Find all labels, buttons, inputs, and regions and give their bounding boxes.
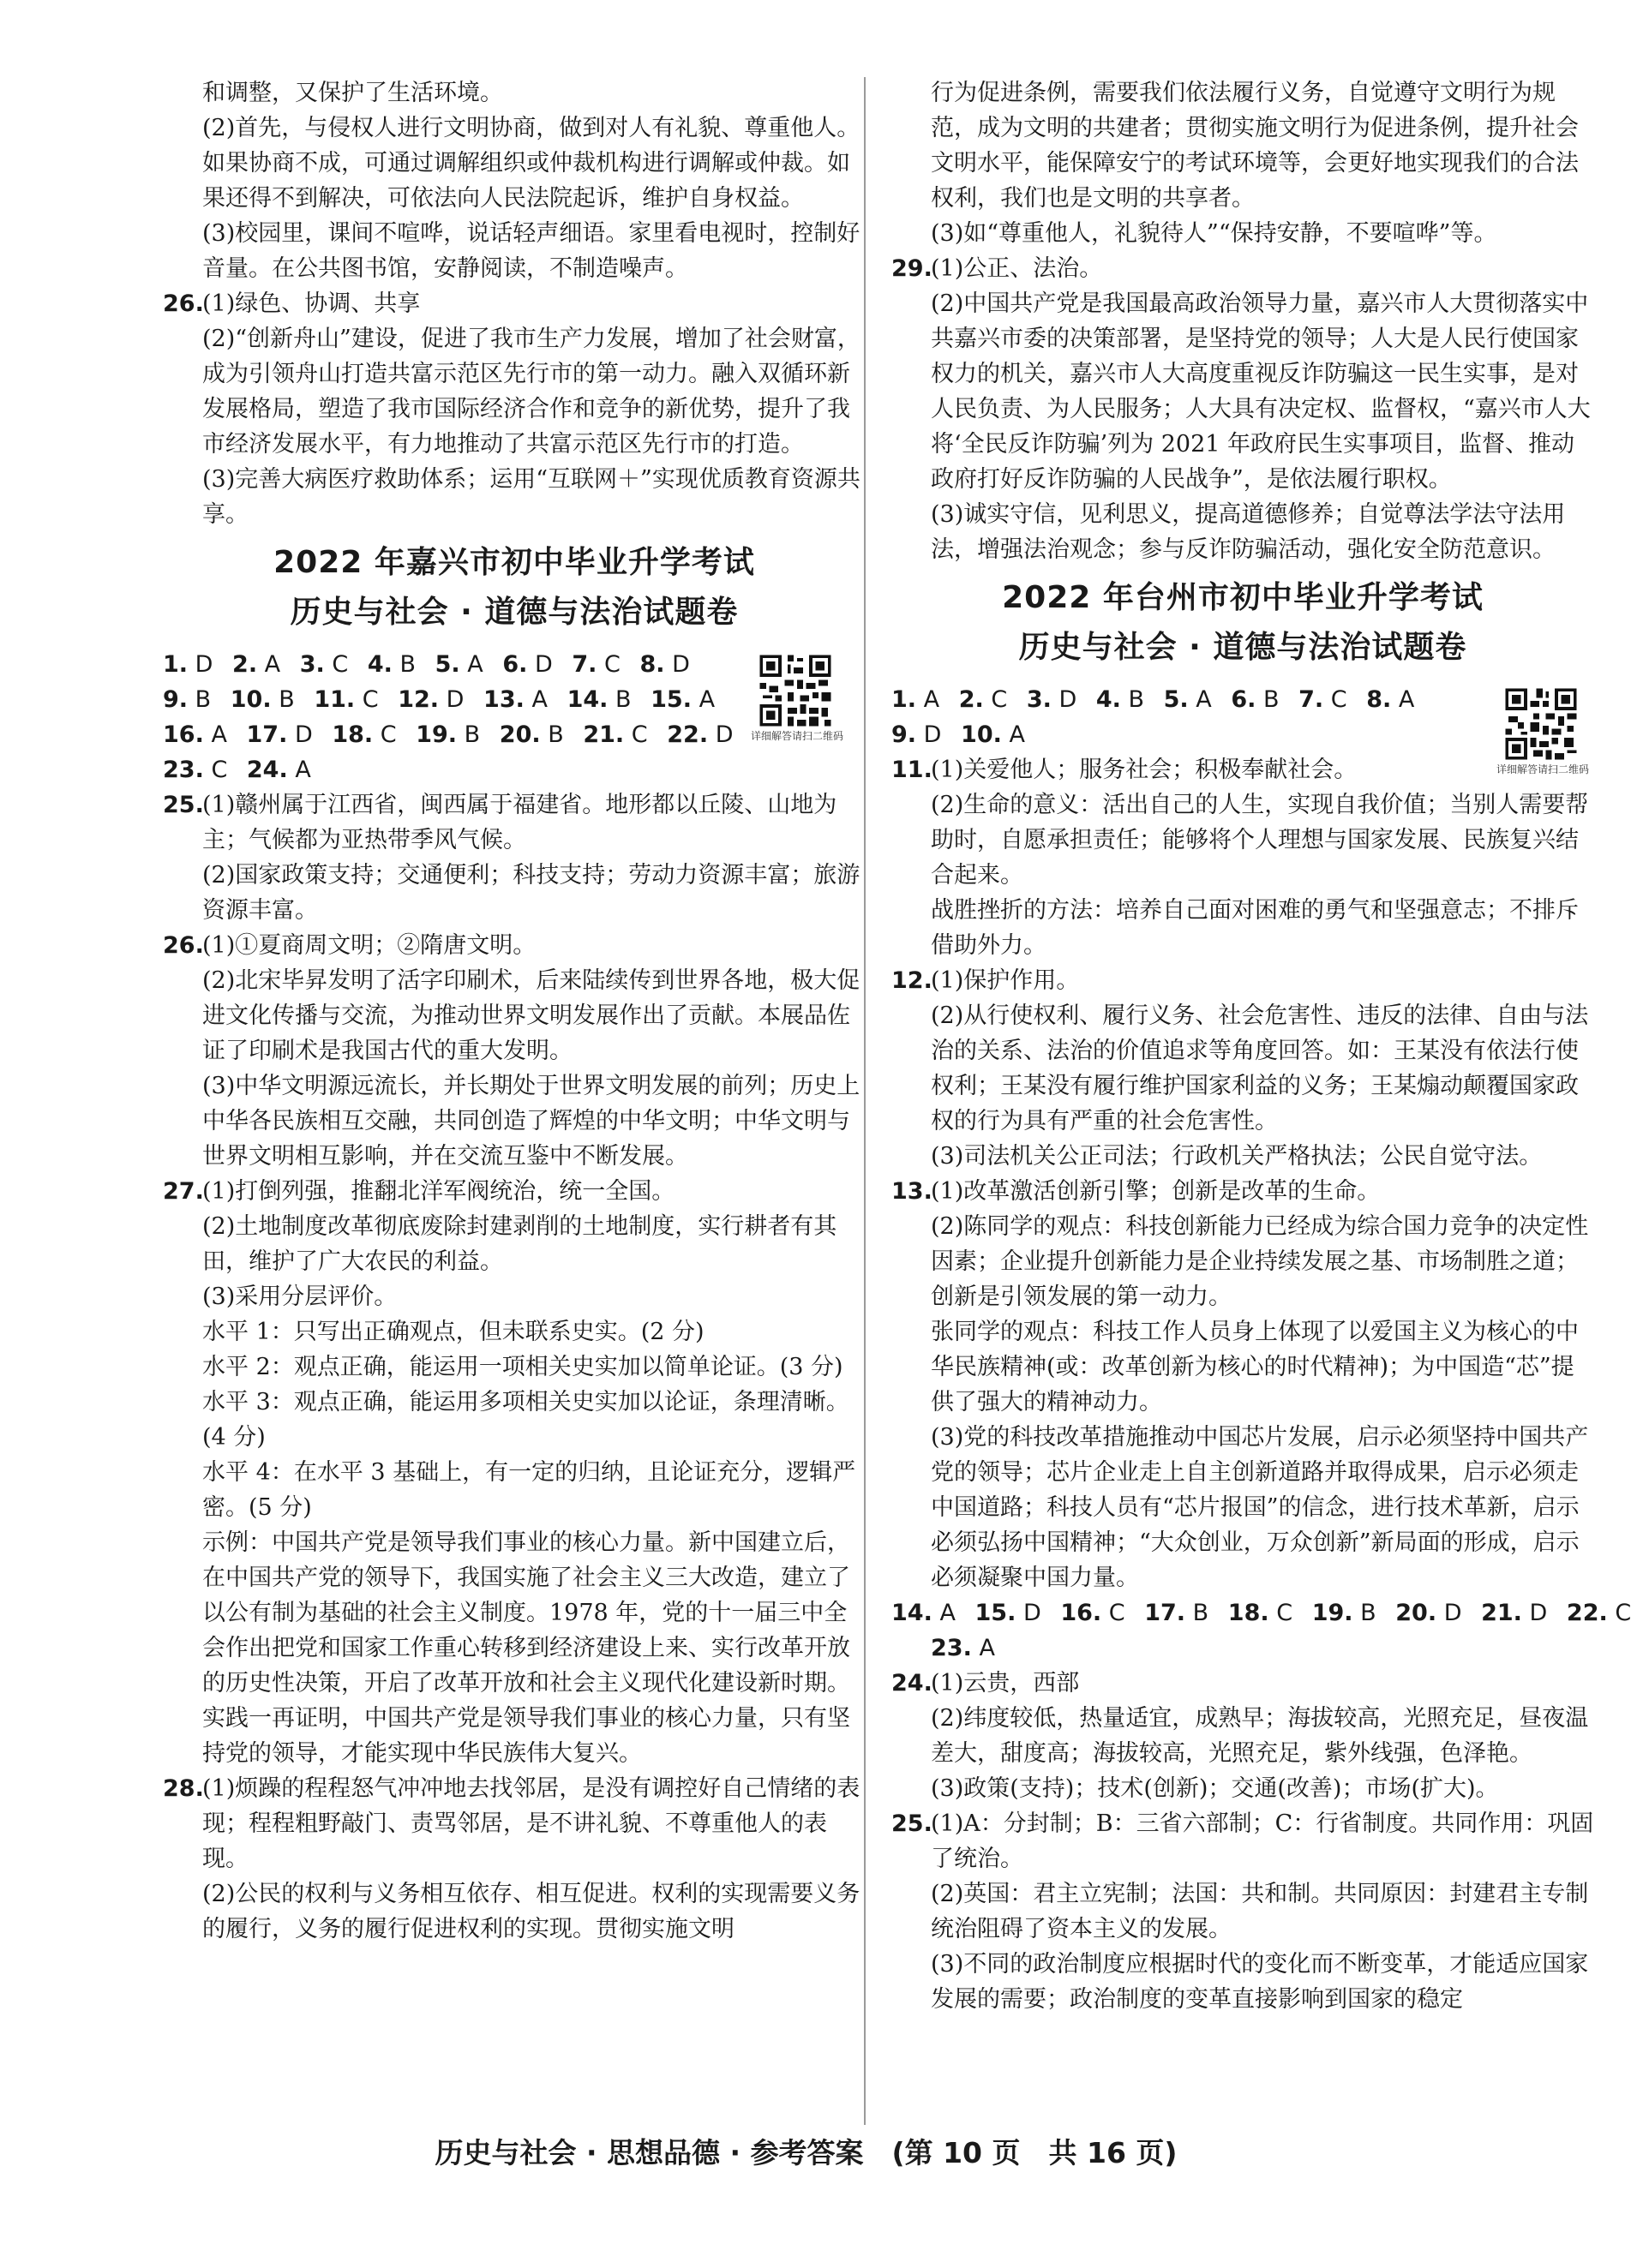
mc-answer: C — [991, 686, 1008, 713]
question-number: 29. — [891, 255, 932, 282]
mc-answer: C — [1615, 1600, 1632, 1626]
answer-line: (3)司法机关公正司法；行政机关严格执法；公民自觉守法。 — [931, 1143, 1543, 1170]
question-number: 26. — [163, 290, 204, 317]
answer-line: (2)北宋毕昇发明了活字印刷术，后来陆续传到世界各地，极大促进文化传播与交流，为推动世界文明发展作出了贡献。本展品佐证了印刷术是我国古代的重大发明。 — [202, 967, 860, 1064]
answer-line: 张同学的观点：科技工作人员身上体现了以爱国主义为核心的中华民族精神(或：改革创新为核心的时代精神)；为中国造“芯”提供了强大的精神动力。 — [931, 1319, 1579, 1415]
mc-answer: B — [195, 686, 212, 713]
mc-number: 8. — [639, 651, 665, 678]
mc-answer: A — [1398, 686, 1415, 713]
answer-line: (3)校园里，课间不喧哗，说话轻声细语。家里看电视时，控制好音量。在公共图书馆，安静阅读，不制造噪声。 — [202, 220, 860, 282]
qr-code-icon — [757, 652, 834, 729]
answer-line: (1)保护作用。 — [931, 967, 1080, 994]
mc-number: 19. — [1311, 1600, 1353, 1626]
mc-number: 4. — [1095, 686, 1121, 713]
answer-line: (1)①夏商周文明；②隋唐文明。 — [202, 932, 537, 959]
mc-row — [891, 1595, 1632, 1631]
mc-row — [163, 752, 866, 787]
answer-line: (1)改革激活创新引擎；创新是改革的生命。 — [931, 1178, 1381, 1205]
answer-line: (2)陈同学的观点：科技创新能力已经成为综合国力竞争的决定性因素；企业提升创新能力是企业持续发展之基、市场制胜之道；创新是引领发展的第一动力。 — [931, 1213, 1589, 1310]
qr-code-icon — [1502, 685, 1580, 763]
mc-number: 10. — [230, 686, 272, 713]
mc-number: 20. — [499, 721, 541, 748]
question-25-jiaxing — [163, 787, 866, 928]
mc-number: 2. — [232, 651, 258, 678]
qr-caption: 详细解答请扫二维码 — [1496, 763, 1590, 775]
mc-answer: B — [1360, 1600, 1376, 1626]
mc-answer: B — [1128, 686, 1145, 713]
question-11-taizhou — [891, 752, 1594, 963]
mc-number: 9. — [163, 686, 189, 713]
right-column — [891, 75, 1632, 2017]
question-13-taizhou — [891, 1174, 1594, 1595]
mc-number: 8. — [1366, 686, 1392, 713]
mc-answer: C — [631, 721, 648, 748]
answer-line: (3)不同的政治制度应根据时代的变化而不断变革，才能适应国家发展的需要；政治制度的变革直接影响到国家的稳定 — [931, 1951, 1589, 2013]
mc-answer: D — [672, 651, 690, 678]
mc-number: 5. — [1163, 686, 1189, 713]
left-intro — [163, 75, 866, 286]
answer-line: 水平 3：观点正确，能运用多项相关史实加以论证，条理清晰。(4 分) — [202, 1389, 849, 1451]
question-25-taizhou — [891, 1806, 1594, 2017]
mc-answer: C — [1330, 686, 1347, 713]
answer-line: (2)英国：君主立宪制；法国：共和制。共同原因：封建君主专制统治阻碍了资本主义的发展。 — [931, 1881, 1589, 1942]
question-28-jiaxing — [163, 1771, 866, 1947]
question-24-taizhou — [891, 1666, 1594, 1806]
mc-answer: C — [604, 651, 621, 678]
mc-number: 1. — [163, 651, 189, 678]
answer-line: 水平 4：在水平 3 基础上，有一定的归纳，且论证充分，逻辑严密。(5 分) — [202, 1459, 856, 1521]
question-27-jiaxing — [163, 1174, 866, 1771]
mc-number: 2. — [958, 686, 984, 713]
answer-line: (1)公正、法治。 — [931, 255, 1103, 282]
section-subtitle: 历史与社会 · 道德与法治试题卷 — [1018, 630, 1467, 665]
answer-line: (2)“创新舟山”建设，促进了我市生产力发展，增加了社会财富，成为引领舟山打造共富示范区先行市的第一动力。融入双循环新发展格局，塑造了我市国际经济合作和竞争的新优势，提升了我市经济发展水平，有力地推动了共富示范区先行市的打造。 — [202, 326, 860, 458]
question-number: 25. — [163, 792, 204, 818]
answer-line: (1)A：分封制；B：三省六部制；C：行省制度。共同作用：巩固了统治。 — [931, 1810, 1594, 1872]
answer-line: (3)采用分层评价。 — [202, 1284, 398, 1310]
mc-answer: D — [923, 721, 942, 748]
mc-answer: D — [294, 721, 313, 748]
mc-answer: D — [534, 651, 553, 678]
question-26-jiaxing — [163, 928, 866, 1174]
mc-answer: B — [464, 721, 481, 748]
mc-answer: A — [531, 686, 548, 713]
mc-answer: D — [1443, 1600, 1462, 1626]
mc-answer: D — [1022, 1600, 1041, 1626]
mc-number: 7. — [1298, 686, 1324, 713]
mc-number: 3. — [1026, 686, 1052, 713]
answer-line: (1)绿色、协调、共享 — [202, 290, 421, 317]
answer-line: (2)中国共产党是我国最高政治领导力量，嘉兴市人大贯彻落实中共嘉兴市委的决策部署，是坚持党的领导；人大是人民行使国家权力的机关，嘉兴市人大高度重视反诈防骗这一民生实事，是对人民负责、为人民服务；人大具有决定权、监督权，“嘉兴市人大将‘全民反诈防骗’列为 2021 年政府民生实事项目，监督、推动政府打好反诈防骗的人民战争”，是依法履行职权。 — [931, 290, 1591, 493]
mc-answer: D — [1529, 1600, 1548, 1626]
answer-line: 行为促进条例，需要我们依法履行义务，自觉遵守文明行为规范，成为文明的共建者；贯彻实施文明行为促进条例，提升社会文明水平，能保障安宁的考试环境等，会更好地实现我们的合法权利，我们也是文明的共享者。 — [931, 80, 1579, 212]
mc-answer: A — [295, 757, 311, 783]
mc-number: 14. — [891, 1600, 932, 1626]
mc-answer: A — [1196, 686, 1212, 713]
answer-line: 水平 2：观点正确，能运用一项相关史实加以简单论证。(3 分) — [202, 1354, 843, 1380]
answer-line: (3)中华文明源远流长，并长期处于世界文明发展的前列；历史上中华各民族相互交融，共同创造了辉煌的中华文明；中华文明与世界文明相互影响，并在交流互鉴中不断发展。 — [202, 1073, 860, 1170]
question-number: 11. — [891, 757, 932, 783]
mc-row — [891, 717, 1594, 752]
qr-code[interactable] — [751, 652, 844, 743]
mc-answer: D — [715, 721, 734, 748]
mc-number: 15. — [974, 1600, 1016, 1626]
right-intro — [891, 75, 1594, 251]
answer-line: (1)云贵，西部 — [931, 1670, 1080, 1697]
answer-line: (3)党的科技改革措施推动中国芯片发展，启示必须坚持中国共产党的领导；芯片企业走上自主创新道路并取得成果，启示必须走中国道路；科技人员有“芯片报国”的信念，进行技术革新，启示必须弘扬中国精神；“大众创业，万众创新”新局面的形成，启示必须凝聚中国力量。 — [931, 1424, 1589, 1591]
question-26-zhoushan — [163, 286, 866, 532]
mc-answer: D — [446, 686, 465, 713]
answer-line: 和调整，又保护了生活环境。 — [202, 80, 503, 106]
mc-number: 21. — [1481, 1600, 1522, 1626]
mc-number: 1. — [891, 686, 917, 713]
answer-line: (2)土地制度改革彻底废除封建剥削的土地制度，实行耕者有其田，维护了广大农民的利益。 — [202, 1213, 837, 1275]
mc-row — [891, 1631, 1594, 1666]
mc-number: 6. — [502, 651, 528, 678]
answer-line: 水平 1：只写出正确观点，但未联系史实。(2 分) — [202, 1319, 705, 1345]
mc-number: 6. — [1231, 686, 1256, 713]
mc-number: 16. — [1060, 1600, 1102, 1626]
mc-answer: A — [467, 651, 483, 678]
answer-line: 示例：中国共产党是领导我们事业的核心力量。新中国建立后，在中国共产党的领导下，我国实施了社会主义三大改造，建立了以公有制为基础的社会主义制度。1978 年，党的十一届三中全会作出把党和国家工作重心转移到经济建设上来、实行改革开放的历史性决策，开启了改革开放和社会主义现代化建设新时期。实践一再证明，中国共产党是领导我们事业的核心力量，只有坚持党的领导，才能实现中华民族伟大复兴。 — [202, 1529, 850, 1767]
multiple-choice-answers — [163, 647, 866, 787]
mc-answer: C — [1108, 1600, 1125, 1626]
section-title: 2022 年嘉兴市初中毕业升学考试 — [273, 545, 755, 580]
answer-line: (2)首先，与侵权人进行文明协商，做到对人有礼貌、尊重他人。如果协商不成，可通过调解组织或仲裁机构进行调解或仲裁。如果还得不到解决，可依法向人民法院起诉，维护自身权益。 — [202, 115, 860, 212]
section-subtitle: 历史与社会 · 道德与法治试题卷 — [290, 595, 739, 630]
question-12-taizhou — [891, 963, 1594, 1174]
mc-number: 18. — [332, 721, 374, 748]
mc-number: 4. — [367, 651, 393, 678]
mc-answer: A — [923, 686, 940, 713]
mc-number: 14. — [567, 686, 609, 713]
mc-answer: B — [615, 686, 632, 713]
mc-number: 17. — [1144, 1600, 1186, 1626]
section-title: 2022 年台州市初中毕业升学考试 — [1002, 580, 1484, 615]
answer-line: (2)从行使权利、履行义务、社会危害性、违反的法律、自由与法治的关系、法治的价值追求等角度回答。如：王某没有依法行使权利；王某没有履行维护国家利益的义务；王某煽动颠覆国家政权的行为具有严重的社会危害性。 — [931, 1002, 1589, 1134]
mc-answer: C — [380, 721, 397, 748]
mc-number: 20. — [1395, 1600, 1437, 1626]
answer-line: (3)如“尊重他人，礼貌待人”“保持安静，不要喧哗”等。 — [931, 220, 1497, 247]
mc-number: 16. — [163, 721, 204, 748]
question-number: 25. — [891, 1810, 932, 1837]
mc-number: 5. — [435, 651, 460, 678]
mc-number: 7. — [572, 651, 597, 678]
mc-answer: B — [1192, 1600, 1209, 1626]
question-number: 28. — [163, 1775, 204, 1802]
mc-number: 11. — [314, 686, 356, 713]
question-number: 12. — [891, 967, 932, 994]
mc-answer: A — [211, 721, 227, 748]
mc-answer: C — [332, 651, 349, 678]
answer-line: (2)公民的权利与义务相互依存、相互促进。权利的实现需要义务的履行，义务的履行促进权利的实现。贯彻实施文明 — [202, 1881, 860, 1942]
mc-number: 9. — [891, 721, 917, 748]
mc-row — [891, 682, 1594, 717]
left-column — [163, 75, 866, 1947]
mc-number: 23. — [163, 757, 204, 783]
mc-number: 24. — [246, 757, 288, 783]
mc-number: 21. — [583, 721, 625, 748]
mc-answer: D — [1058, 686, 1077, 713]
qr-caption: 详细解答请扫二维码 — [751, 730, 844, 742]
answer-line: (1)打倒列强，推翻北洋军阀统治，统一全国。 — [202, 1178, 675, 1205]
column-divider — [864, 77, 866, 2125]
answer-line: (2)国家政策支持；交通便利；科技支持；劳动力资源丰富；旅游资源丰富。 — [202, 862, 860, 924]
question-number: 26. — [163, 932, 204, 959]
mc-answer: C — [1276, 1600, 1293, 1626]
answer-line: (3)完善大病医疗救助体系；运用“互联网＋”实现优质教育资源共享。 — [202, 466, 860, 528]
answer-line: (1)赣州属于江西省，闽西属于福建省。地形都以丘陵、山地为主；气候都为亚热带季风气候。 — [202, 792, 837, 853]
mc-number: 3. — [299, 651, 325, 678]
answer-line: (3)诚实守信，见利思义，提高道德修养；自觉尊法学法守法用法，增强法治观念；参与反诈防骗活动，强化安全防范意识。 — [931, 501, 1566, 563]
answer-line: 战胜挫折的方法：培养自己面对困难的勇气和坚强意志；不排斥借助外力。 — [931, 897, 1579, 959]
mc-number: 17. — [246, 721, 288, 748]
answer-line: (1)关爱他人；服务社会；积极奉献社会。 — [931, 757, 1358, 783]
answer-line: (2)生命的意义：活出自己的人生，实现自我价值；当别人需要帮助时，自愿承担责任；能够将个人理想与国家发展、民族复兴结合起来。 — [931, 792, 1589, 889]
mc-number: 12. — [398, 686, 440, 713]
question-number: 24. — [891, 1670, 932, 1697]
question-number: 27. — [163, 1178, 204, 1205]
mc-number: 19. — [416, 721, 458, 748]
multiple-choice-answers-2 — [891, 1595, 1632, 1666]
answer-line: (2)纬度较低，热量适宜，成熟早；海拔较高，光照充足，昼夜温差大，甜度高；海拔较高，光照充足，紫外线强，色泽艳。 — [931, 1705, 1589, 1767]
mc-answer: A — [1009, 721, 1025, 748]
question-29-jiaxing — [891, 251, 1594, 567]
page-footer: 历史与社会 · 思想品德 · 参考答案 (第 10 页 共 16 页) — [435, 2136, 1178, 2169]
mc-answer: B — [399, 651, 417, 678]
mc-number: 10. — [961, 721, 1002, 748]
mc-answer: C — [211, 757, 228, 783]
mc-number: 22. — [1566, 1600, 1608, 1626]
mc-number: 22. — [667, 721, 709, 748]
mc-answer: B — [1262, 686, 1280, 713]
mc-answer: A — [939, 1600, 956, 1626]
mc-number: 18. — [1227, 1600, 1269, 1626]
mc-number: 23. — [931, 1635, 972, 1661]
answer-line: (3)政策(支持)；技术(创新)；交通(改善)；市场(扩大)。 — [931, 1775, 1499, 1802]
mc-answer: B — [548, 721, 564, 748]
mc-answer: B — [279, 686, 295, 713]
mc-answer: A — [979, 1635, 995, 1661]
question-number: 13. — [891, 1178, 932, 1205]
mc-number: 15. — [651, 686, 692, 713]
mc-answer: C — [362, 686, 379, 713]
mc-answer: A — [699, 686, 716, 713]
mc-answer: D — [195, 651, 213, 678]
mc-number: 13. — [483, 686, 525, 713]
mc-answer: A — [264, 651, 281, 678]
answer-line: (1)烦躁的程程怒气冲冲地去找邻居，是没有调控好自己情绪的表现；程程粗野敲门、责骂邻居，是不讲礼貌、不尊重他人的表现。 — [202, 1775, 860, 1872]
